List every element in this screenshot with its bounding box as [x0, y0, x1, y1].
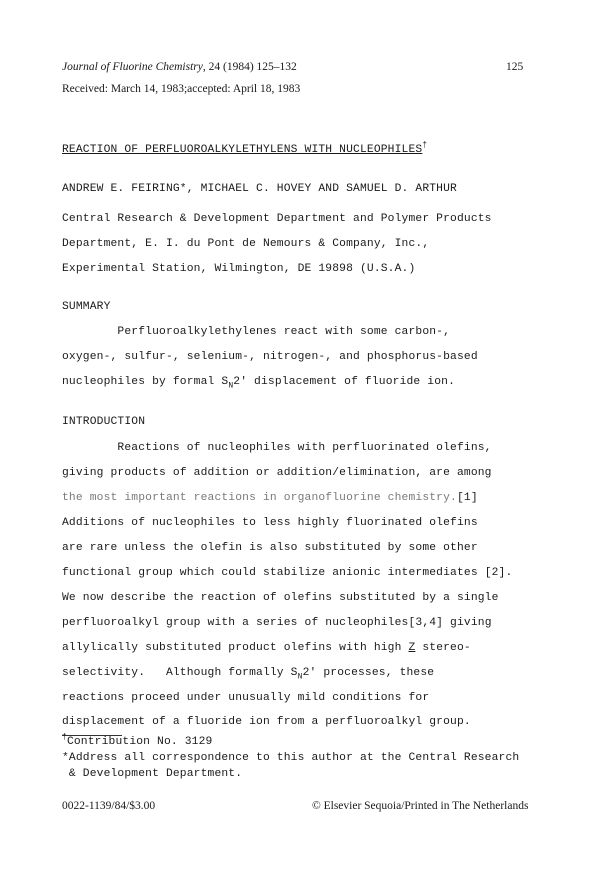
footnote-mark: †: [62, 733, 67, 743]
body-line: [62, 617, 492, 629]
journal-name: Journal of Fluorine Chemistry: [62, 61, 203, 73]
subscript: N: [228, 381, 234, 391]
body-text: stereo-: [415, 642, 471, 654]
body-line: [62, 492, 478, 504]
summary-line: oxygen-, sulfur-, selenium-, nitrogen-, and phosphorus-based: [62, 351, 478, 363]
summary-text: nucleophiles by formal S: [62, 376, 229, 388]
title-footnote-mark: †: [422, 141, 428, 151]
body-line: reactions proceed under unusually mild conditions for: [62, 692, 430, 704]
body-line: giving products of addition or addition/elimination, are among: [62, 467, 492, 479]
page-number: 125: [506, 61, 524, 73]
body-line: [62, 642, 471, 654]
footnote: & Development Department.: [62, 768, 243, 780]
body-line: are rare unless the olefin is also substituted by some other: [62, 542, 478, 554]
summary-heading: SUMMARY: [62, 301, 111, 313]
summary-text: 2' displacement of fluoride ion.: [233, 376, 456, 388]
authors: ANDREW E. FEIRING*, MICHAEL C. HOVEY AND SAMUEL D. ARTHUR: [62, 183, 457, 195]
received-dates: Received: March 14, 1983;accepted: April 18, 1983: [62, 83, 301, 95]
journal-citation: [62, 61, 297, 73]
body-text: giving: [443, 617, 492, 629]
reference-citation: [3,4]: [408, 617, 444, 629]
reference-citation: [2].: [484, 567, 513, 579]
body-line: Additions of nucleophiles to less highly fluorinated olefins: [62, 517, 478, 529]
reference-citation: [1]: [456, 492, 478, 504]
body-line: We now describe the reaction of olefins substituted by a single: [62, 592, 499, 604]
body-text: 2' processes, these: [302, 667, 435, 679]
footer-publisher: © Elsevier Sequoia/Printed in The Netherlands: [312, 800, 529, 812]
footnote: [62, 733, 213, 748]
body-text: the most important reactions in organofluorine chemistry.: [62, 492, 457, 504]
body-text: selectivity. Although formally S: [62, 667, 298, 679]
affiliation-line: Experimental Station, Wilmington, DE 19898 (U.S.A.): [62, 263, 416, 275]
summary-line: [62, 376, 456, 391]
footer-code: 0022-1139/84/$3.00: [62, 800, 156, 812]
affiliation-line: Department, E. I. du Pont de Nemours & Company, Inc.,: [62, 238, 430, 250]
journal-volume-pages: , 24 (1984) 125–132: [202, 61, 297, 73]
footnote: *Address all correspondence to this author at the Central Research: [62, 752, 520, 764]
affiliation-line: Central Research & Development Department and Polymer Products: [62, 213, 492, 225]
body-line: displacement of a fluoride ion from a perfluoroalkyl group.: [62, 716, 471, 728]
subscript: N: [297, 672, 303, 682]
footnote-text: Contribution No. 3129: [66, 736, 213, 748]
stereo-descriptor: Z: [408, 642, 416, 654]
body-text: perfluoroalkyl group with a series of nucleophiles: [62, 617, 409, 629]
body-line: Reactions of nucleophiles with perfluorinated olefins,: [62, 442, 492, 454]
body-line: [62, 567, 512, 579]
paper-title-text: REACTION OF PERFLUOROALKYLETHYLENS WITH NUCLEOPHILES: [62, 144, 423, 156]
paper-title: [62, 141, 428, 156]
body-text: allylically substituted product olefins with high: [62, 642, 409, 654]
body-text: functional group which could stabilize anionic intermediates: [62, 567, 478, 579]
body-line: [62, 667, 435, 682]
introduction-heading: INTRODUCTION: [62, 416, 146, 428]
summary-line: Perfluoroalkylethylenes react with some carbon-,: [62, 326, 451, 338]
